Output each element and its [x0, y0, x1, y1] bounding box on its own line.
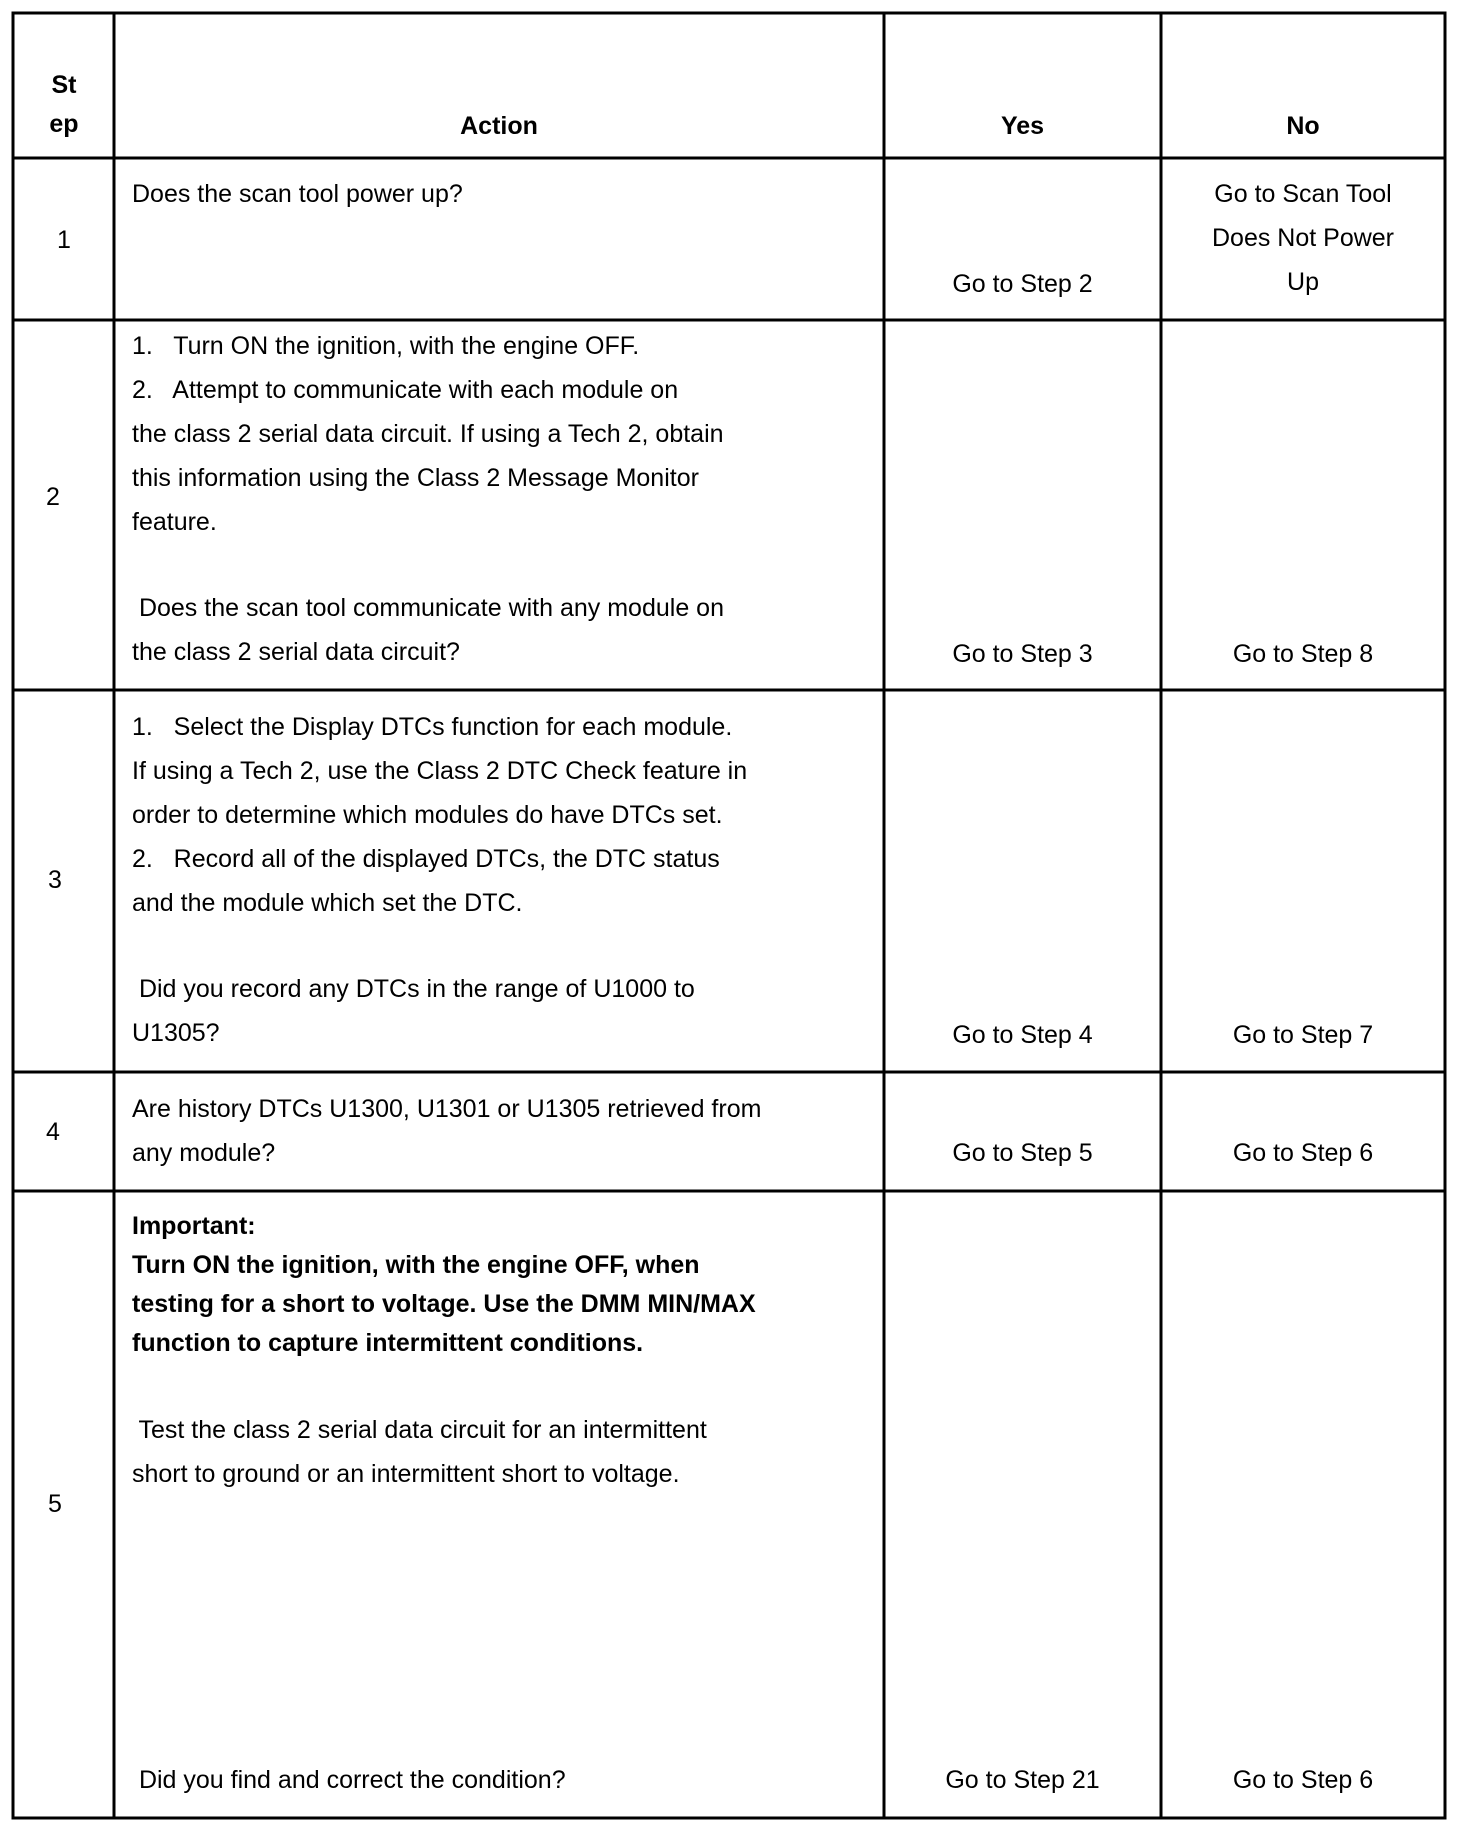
no-result-4: Go to Step 6 — [1232, 1139, 1374, 1167]
important-note-5 — [132, 1207, 756, 1363]
action-line: and the module which set the DTC. — [132, 889, 523, 917]
important-label: Important: — [132, 1212, 256, 1240]
header-yes: Yes — [1000, 112, 1045, 140]
action-line: any module? — [132, 1139, 276, 1167]
header-no: No — [1286, 112, 1320, 140]
header-step-line2: ep — [49, 110, 79, 138]
header-action: Action — [460, 112, 538, 140]
action-question-5: Did you find and correct the condition? — [132, 1766, 566, 1794]
action-line: Are history DTCs U1300, U1301 or U1305 retrieved from — [132, 1095, 762, 1123]
important-line: function to capture intermittent conditions. — [132, 1329, 644, 1357]
action-line: 2. Attempt to communicate with each module on — [132, 376, 679, 404]
important-line: testing for a short to voltage. Use the DMM MIN/MAX — [132, 1290, 756, 1318]
yes-result-3: Go to Step 4 — [952, 1021, 1093, 1049]
action-text-3 — [132, 705, 747, 1055]
action-text-4 — [132, 1087, 761, 1175]
header-step-line1: St — [51, 71, 77, 99]
step-number-3: 3 — [48, 866, 62, 894]
no-result-2: Go to Step 8 — [1232, 640, 1374, 668]
action-question: Did you record any DTCs in the range of U1000 to — [132, 975, 695, 1003]
action-question: the class 2 serial data circuit? — [132, 638, 460, 666]
action-question: Does the scan tool communicate with any module on — [132, 594, 724, 622]
yes-result-2: Go to Step 3 — [952, 640, 1093, 668]
yes-result-1: Go to Step 2 — [952, 270, 1093, 298]
no-result-1-line2: Does Not Power — [1211, 224, 1395, 252]
action-line: If using a Tech 2, use the Class 2 DTC Check feature in — [132, 757, 748, 785]
action-question: U1305? — [132, 1019, 220, 1047]
yes-result-5: Go to Step 21 — [945, 1766, 1100, 1794]
step-number-1: 1 — [57, 226, 71, 254]
action-text-5 — [132, 1408, 707, 1496]
action-line: the class 2 serial data circuit. If using a Tech 2, obtain — [132, 420, 724, 448]
no-result-1-line3: Up — [1287, 268, 1319, 296]
important-line: Turn ON the ignition, with the engine OFF, when — [132, 1251, 700, 1279]
no-result-1 — [1161, 172, 1445, 304]
action-line: order to determine which modules do have DTCs set. — [132, 801, 723, 829]
action-line: Test the class 2 serial data circuit for an intermittent — [132, 1416, 707, 1444]
action-text-2 — [132, 324, 724, 674]
action-line: 2. Record all of the displayed DTCs, the DTC status — [132, 845, 720, 873]
action-line: this information using the Class 2 Message Monitor — [132, 464, 699, 492]
no-result-1-line1: Go to Scan Tool — [1214, 180, 1392, 208]
action-line: feature. — [132, 508, 217, 536]
step-number-4: 4 — [46, 1118, 60, 1146]
step-number-5: 5 — [48, 1490, 62, 1518]
step-number-2: 2 — [46, 483, 60, 511]
yes-result-4: Go to Step 5 — [952, 1139, 1093, 1167]
no-result-3: Go to Step 7 — [1232, 1021, 1374, 1049]
action-line: short to ground or an intermittent short to voltage. — [132, 1460, 680, 1488]
action-line: 1. Select the Display DTCs function for each module. — [132, 713, 733, 741]
action-text-1: Does the scan tool power up? — [132, 180, 463, 208]
header-step — [14, 66, 114, 144]
action-line: 1. Turn ON the ignition, with the engine OFF. — [132, 332, 640, 360]
no-result-5: Go to Step 6 — [1232, 1766, 1374, 1794]
